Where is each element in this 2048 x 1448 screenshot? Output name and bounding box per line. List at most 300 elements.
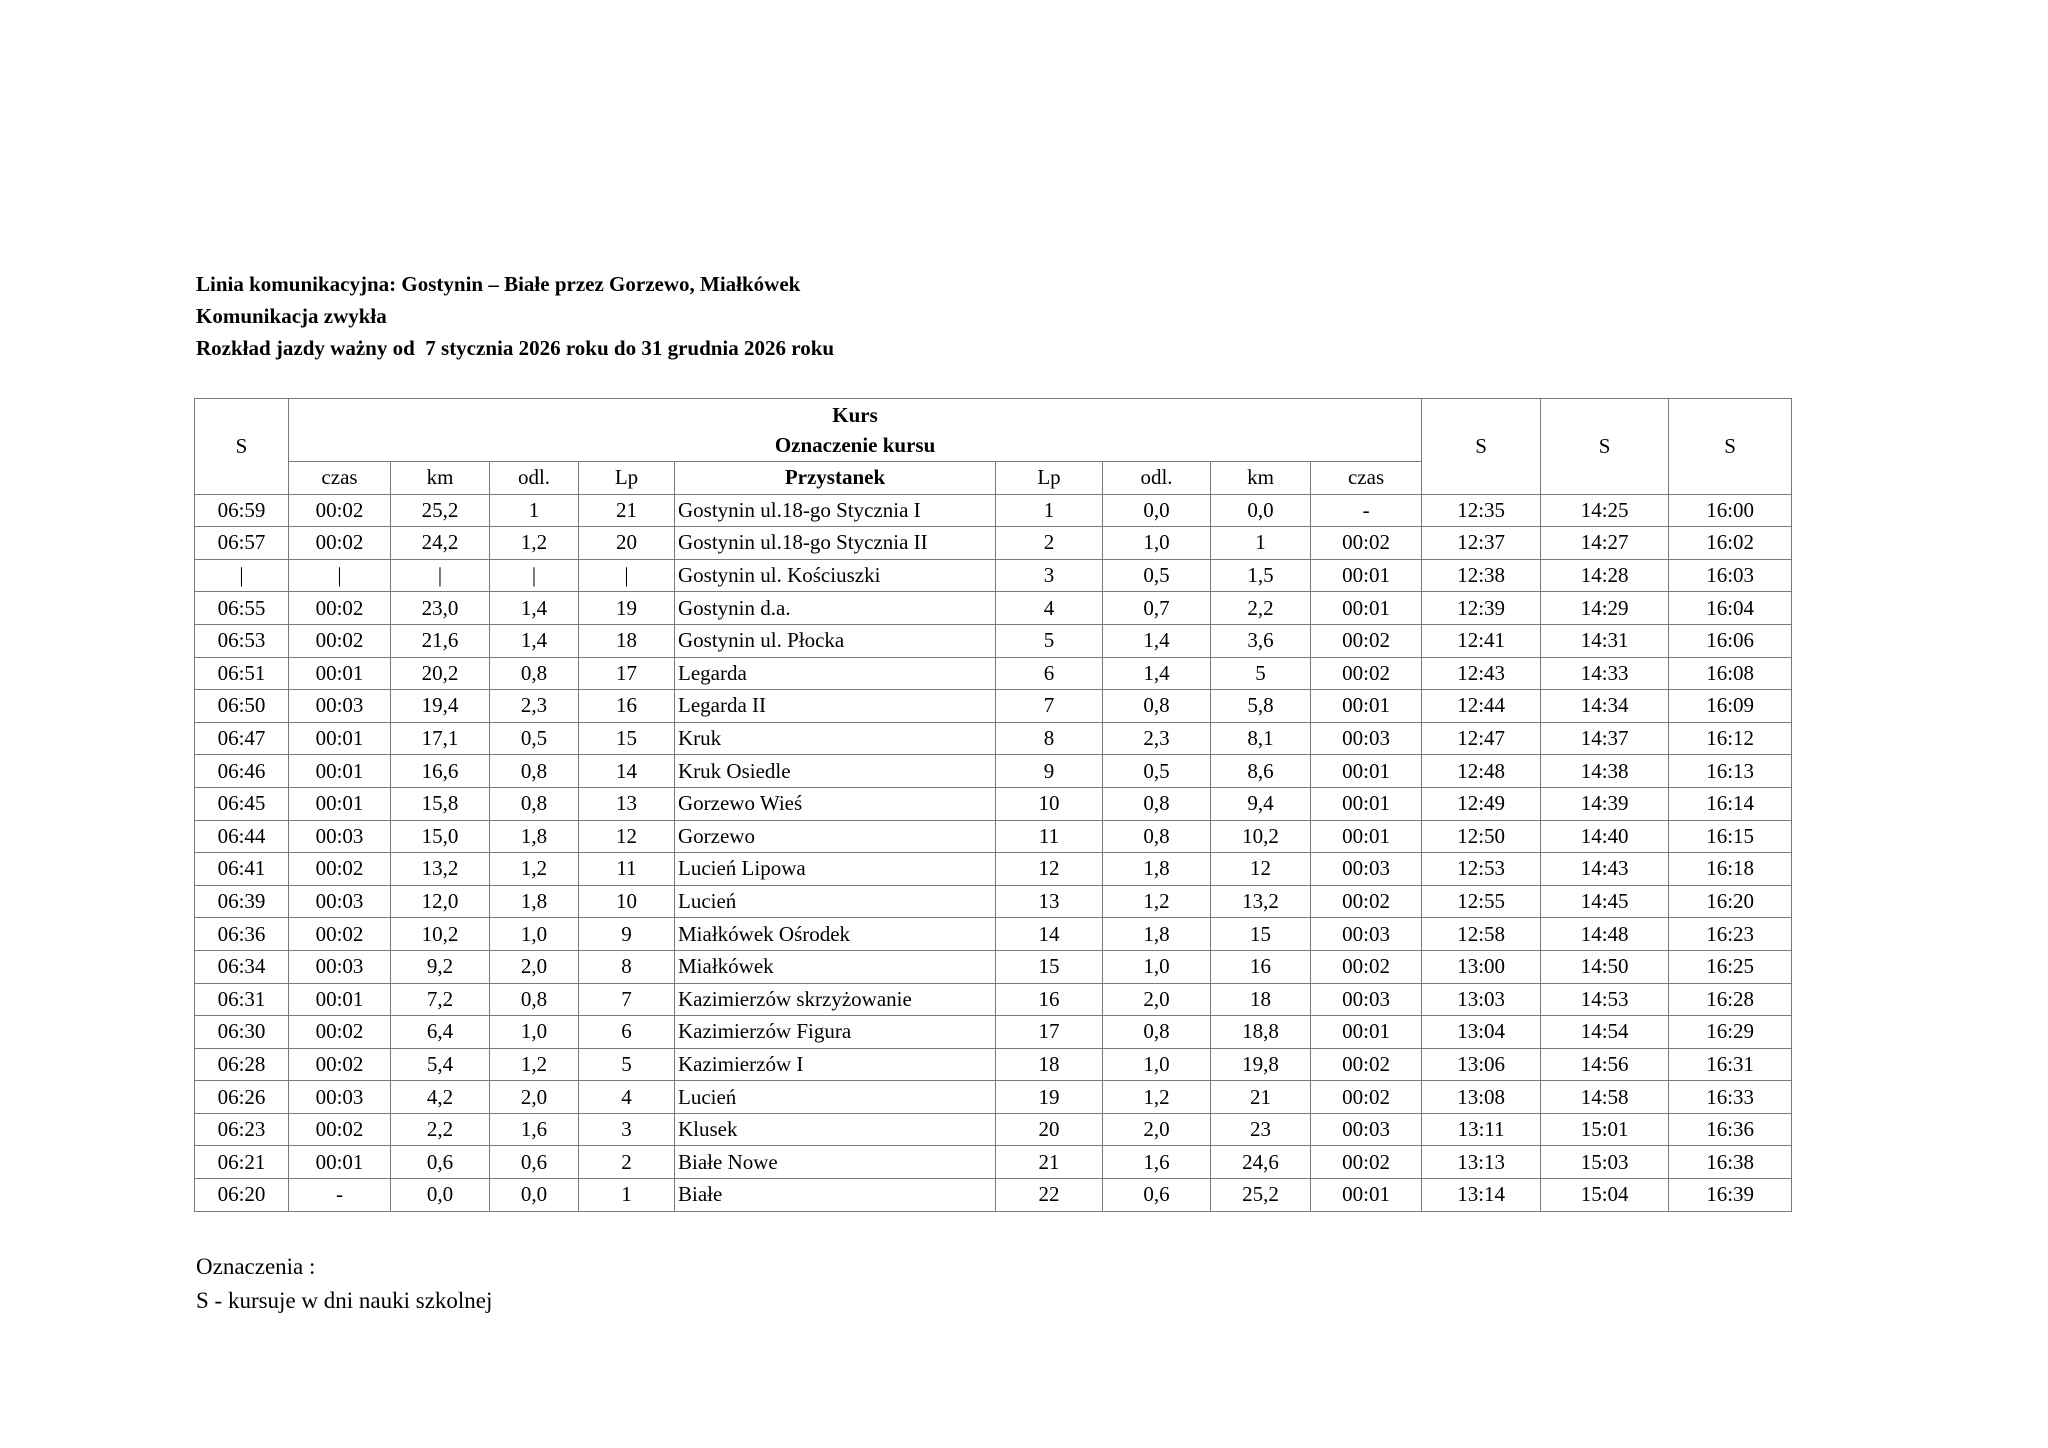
odl-right-cell: 1,2: [1103, 885, 1211, 918]
dep-right-2-cell: 14:40: [1541, 820, 1669, 853]
czas-right-cell: 00:03: [1311, 1113, 1422, 1146]
km-right-cell: 25,2: [1211, 1179, 1311, 1212]
table-row: [195, 950, 1792, 983]
odl-right-cell: 1,4: [1103, 624, 1211, 657]
czas-right-cell: 00:01: [1311, 755, 1422, 788]
km-left-cell: 10,2: [391, 918, 490, 951]
odl-right-cell: 1,8: [1103, 853, 1211, 886]
czas-left-cell: 00:02: [289, 592, 391, 625]
czas-right-cell: 00:02: [1311, 950, 1422, 983]
stop-name-cell: Lucień Lipowa: [675, 853, 996, 886]
odl-right-cell: 0,5: [1103, 559, 1211, 592]
table-row: [195, 820, 1792, 853]
odl-right-cell: 1,0: [1103, 1048, 1211, 1081]
dep-right-1-cell: 13:04: [1422, 1016, 1541, 1049]
odl-left-cell: 1,4: [490, 624, 579, 657]
odl-left-cell: 0,8: [490, 983, 579, 1016]
table-row: [195, 592, 1792, 625]
lp-left-cell: 7: [579, 983, 675, 1016]
dep-left-cell: 06:26: [195, 1081, 289, 1114]
odl-right-cell: 0,6: [1103, 1179, 1211, 1212]
col-czas-left: czas: [289, 462, 391, 495]
dep-right-3-cell: 16:28: [1669, 983, 1792, 1016]
dep-right-2-cell: 14:27: [1541, 527, 1669, 560]
dep-left-cell: 06:47: [195, 722, 289, 755]
km-left-cell: 20,2: [391, 657, 490, 690]
dep-right-1-cell: 13:11: [1422, 1113, 1541, 1146]
stop-name-cell: Gostynin ul. Płocka: [675, 624, 996, 657]
table-row: [195, 657, 1792, 690]
service-type: Komunikacja zwykła: [196, 304, 387, 328]
czas-right-cell: 00:01: [1311, 592, 1422, 625]
dep-right-3-cell: 16:12: [1669, 722, 1792, 755]
dep-left-cell: 06:50: [195, 690, 289, 723]
col-stop: Przystanek: [675, 462, 996, 495]
lp-left-cell: 17: [579, 657, 675, 690]
czas-right-cell: 00:02: [1311, 1081, 1422, 1114]
odl-right-cell: 1,6: [1103, 1146, 1211, 1179]
timetable-body: [195, 494, 1792, 1211]
km-left-cell: 24,2: [391, 527, 490, 560]
dep-right-2-cell: 14:37: [1541, 722, 1669, 755]
dep-right-2-cell: 15:03: [1541, 1146, 1669, 1179]
odl-left-cell: 0,8: [490, 755, 579, 788]
dep-right-3-cell: 16:31: [1669, 1048, 1792, 1081]
km-left-cell: 17,1: [391, 722, 490, 755]
czas-right-cell: 00:03: [1311, 983, 1422, 1016]
stop-name-cell: Kazimierzów I: [675, 1048, 996, 1081]
dep-right-3-cell: 16:06: [1669, 624, 1792, 657]
lp-left-cell: 18: [579, 624, 675, 657]
km-right-cell: 9,4: [1211, 787, 1311, 820]
table-row: [195, 494, 1792, 527]
lp-right-cell: 4: [996, 592, 1103, 625]
legend: [196, 1250, 492, 1318]
stop-name-cell: Gostynin ul. Kościuszki: [675, 559, 996, 592]
dep-left-cell: 06:55: [195, 592, 289, 625]
dep-right-3-cell: 16:33: [1669, 1081, 1792, 1114]
dep-right-1-cell: 13:03: [1422, 983, 1541, 1016]
table-row: [195, 1048, 1792, 1081]
dep-right-3-cell: 16:20: [1669, 885, 1792, 918]
lp-left-cell: 15: [579, 722, 675, 755]
lp-left-cell: 3: [579, 1113, 675, 1146]
km-right-cell: 13,2: [1211, 885, 1311, 918]
odl-right-cell: 0,0: [1103, 494, 1211, 527]
lp-left-cell: 5: [579, 1048, 675, 1081]
dep-right-2-cell: 14:25: [1541, 494, 1669, 527]
odl-left-cell: 1,0: [490, 918, 579, 951]
lp-left-cell: 11: [579, 853, 675, 886]
dep-left-cell: 06:21: [195, 1146, 289, 1179]
dep-right-2-cell: 14:31: [1541, 624, 1669, 657]
dep-right-2-cell: 14:33: [1541, 657, 1669, 690]
col-lp-right: Lp: [996, 462, 1103, 495]
dep-left-cell: 06:51: [195, 657, 289, 690]
table-row: [195, 527, 1792, 560]
czas-left-cell: 00:02: [289, 494, 391, 527]
dep-right-2-cell: 15:04: [1541, 1179, 1669, 1212]
stop-name-cell: Gorzewo Wieś: [675, 787, 996, 820]
czas-right-cell: 00:01: [1311, 787, 1422, 820]
czas-left-cell: 00:03: [289, 1081, 391, 1114]
odl-left-cell: 2,3: [490, 690, 579, 723]
col-km-left: km: [391, 462, 490, 495]
left-course-label: S: [195, 399, 289, 495]
km-left-cell: 2,2: [391, 1113, 490, 1146]
lp-right-cell: 5: [996, 624, 1103, 657]
dep-right-3-cell: 16:14: [1669, 787, 1792, 820]
stop-name-cell: Kruk: [675, 722, 996, 755]
table-row: [195, 1179, 1792, 1212]
lp-left-cell: 2: [579, 1146, 675, 1179]
km-right-cell: 18,8: [1211, 1016, 1311, 1049]
stop-name-cell: Kruk Osiedle: [675, 755, 996, 788]
stop-name-cell: Legarda II: [675, 690, 996, 723]
dep-right-2-cell: 14:45: [1541, 885, 1669, 918]
lp-right-cell: 19: [996, 1081, 1103, 1114]
km-right-cell: 1: [1211, 527, 1311, 560]
lp-right-cell: 20: [996, 1113, 1103, 1146]
stop-name-cell: Miałkówek Ośrodek: [675, 918, 996, 951]
dep-left-cell: 06:57: [195, 527, 289, 560]
lp-right-cell: 21: [996, 1146, 1103, 1179]
czas-right-cell: 00:02: [1311, 1146, 1422, 1179]
dep-left-cell: 06:39: [195, 885, 289, 918]
dep-left-cell: 06:31: [195, 983, 289, 1016]
czas-right-cell: 00:01: [1311, 559, 1422, 592]
stop-name-cell: Lucień: [675, 885, 996, 918]
dep-right-1-cell: 12:43: [1422, 657, 1541, 690]
czas-left-cell: 00:01: [289, 657, 391, 690]
stop-name-cell: Gorzewo: [675, 820, 996, 853]
odl-left-cell: 0,8: [490, 787, 579, 820]
odl-right-cell: 2,0: [1103, 983, 1211, 1016]
dep-left-cell: |: [195, 559, 289, 592]
czas-left-cell: 00:02: [289, 1048, 391, 1081]
km-right-cell: 18: [1211, 983, 1311, 1016]
dep-right-3-cell: 16:15: [1669, 820, 1792, 853]
km-left-cell: 23,0: [391, 592, 490, 625]
dep-right-1-cell: 13:13: [1422, 1146, 1541, 1179]
czas-right-cell: 00:02: [1311, 624, 1422, 657]
km-right-cell: 0,0: [1211, 494, 1311, 527]
km-right-cell: 1,5: [1211, 559, 1311, 592]
col-odl-right: odl.: [1103, 462, 1211, 495]
timetable-header: [196, 268, 834, 364]
km-right-cell: 15: [1211, 918, 1311, 951]
odl-left-cell: |: [490, 559, 579, 592]
dep-left-cell: 06:59: [195, 494, 289, 527]
dep-right-1-cell: 13:00: [1422, 950, 1541, 983]
dep-right-2-cell: 14:38: [1541, 755, 1669, 788]
czas-left-cell: 00:03: [289, 820, 391, 853]
stop-name-cell: Klusek: [675, 1113, 996, 1146]
km-left-cell: 13,2: [391, 853, 490, 886]
km-left-cell: 12,0: [391, 885, 490, 918]
czas-right-cell: 00:02: [1311, 885, 1422, 918]
lp-left-cell: 12: [579, 820, 675, 853]
dep-right-1-cell: 13:08: [1422, 1081, 1541, 1114]
czas-left-cell: 00:03: [289, 885, 391, 918]
lp-left-cell: 14: [579, 755, 675, 788]
table-row: [195, 624, 1792, 657]
dep-right-3-cell: 16:08: [1669, 657, 1792, 690]
table-row: [195, 1081, 1792, 1114]
stop-name-cell: Gostynin ul.18-go Stycznia II: [675, 527, 996, 560]
dep-right-3-cell: 16:23: [1669, 918, 1792, 951]
lp-left-cell: 9: [579, 918, 675, 951]
czas-left-cell: 00:01: [289, 787, 391, 820]
odl-right-cell: 1,8: [1103, 918, 1211, 951]
km-right-cell: 23: [1211, 1113, 1311, 1146]
czas-left-cell: 00:02: [289, 1016, 391, 1049]
km-right-cell: 21: [1211, 1081, 1311, 1114]
line-name: Linia komunikacyjna: Gostynin – Białe przez Gorzewo, Miałkówek: [196, 272, 801, 296]
odl-right-cell: 1,0: [1103, 950, 1211, 983]
dep-right-2-cell: 14:56: [1541, 1048, 1669, 1081]
odl-left-cell: 1,0: [490, 1016, 579, 1049]
dep-right-3-cell: 16:09: [1669, 690, 1792, 723]
dep-right-2-cell: 14:53: [1541, 983, 1669, 1016]
table-row: [195, 755, 1792, 788]
odl-left-cell: 0,6: [490, 1146, 579, 1179]
czas-left-cell: 00:02: [289, 853, 391, 886]
dep-right-2-cell: 14:50: [1541, 950, 1669, 983]
odl-left-cell: 1,2: [490, 853, 579, 886]
dep-right-1-cell: 12:48: [1422, 755, 1541, 788]
dep-right-3-cell: 16:00: [1669, 494, 1792, 527]
dep-right-2-cell: 14:28: [1541, 559, 1669, 592]
dep-right-2-cell: 14:43: [1541, 853, 1669, 886]
lp-left-cell: 21: [579, 494, 675, 527]
dep-right-3-cell: 16:25: [1669, 950, 1792, 983]
km-left-cell: 19,4: [391, 690, 490, 723]
czas-left-cell: 00:02: [289, 624, 391, 657]
dep-right-1-cell: 12:53: [1422, 853, 1541, 886]
lp-right-cell: 8: [996, 722, 1103, 755]
km-right-cell: 8,6: [1211, 755, 1311, 788]
table-row: [195, 1016, 1792, 1049]
table-row: [195, 722, 1792, 755]
odl-left-cell: 1,6: [490, 1113, 579, 1146]
odl-left-cell: 1,4: [490, 592, 579, 625]
dep-right-3-cell: 16:04: [1669, 592, 1792, 625]
legend-item: S - kursuje w dni nauki szkolnej: [196, 1288, 493, 1313]
odl-right-cell: 1,4: [1103, 657, 1211, 690]
km-right-cell: 19,8: [1211, 1048, 1311, 1081]
dep-left-cell: 06:28: [195, 1048, 289, 1081]
right-course-label: S: [1669, 399, 1792, 495]
km-right-cell: 12: [1211, 853, 1311, 886]
oznaczenie-label: Oznaczenie kursu: [774, 433, 936, 457]
dep-right-1-cell: 13:14: [1422, 1179, 1541, 1212]
km-left-cell: 15,8: [391, 787, 490, 820]
czas-left-cell: 00:01: [289, 722, 391, 755]
lp-right-cell: 13: [996, 885, 1103, 918]
km-left-cell: 21,6: [391, 624, 490, 657]
lp-left-cell: 20: [579, 527, 675, 560]
km-left-cell: 0,0: [391, 1179, 490, 1212]
dep-right-2-cell: 14:34: [1541, 690, 1669, 723]
czas-left-cell: 00:02: [289, 918, 391, 951]
czas-left-cell: 00:02: [289, 527, 391, 560]
dep-right-1-cell: 12:38: [1422, 559, 1541, 592]
stop-name-cell: Legarda: [675, 657, 996, 690]
col-lp-left: Lp: [579, 462, 675, 495]
dep-right-2-cell: 14:48: [1541, 918, 1669, 951]
stop-name-cell: Kazimierzów Figura: [675, 1016, 996, 1049]
dep-right-3-cell: 16:02: [1669, 527, 1792, 560]
km-right-cell: 3,6: [1211, 624, 1311, 657]
dep-left-cell: 06:23: [195, 1113, 289, 1146]
lp-right-cell: 11: [996, 820, 1103, 853]
dep-right-1-cell: 12:37: [1422, 527, 1541, 560]
odl-right-cell: 1,2: [1103, 1081, 1211, 1114]
czas-right-cell: 00:02: [1311, 527, 1422, 560]
czas-right-cell: 00:03: [1311, 722, 1422, 755]
km-left-cell: |: [391, 559, 490, 592]
odl-left-cell: 1,8: [490, 885, 579, 918]
czas-right-cell: 00:01: [1311, 1016, 1422, 1049]
dep-right-2-cell: 14:39: [1541, 787, 1669, 820]
dep-right-1-cell: 12:47: [1422, 722, 1541, 755]
stop-name-cell: Miałkówek: [675, 950, 996, 983]
odl-left-cell: 0,5: [490, 722, 579, 755]
km-right-cell: 5,8: [1211, 690, 1311, 723]
dep-right-1-cell: 12:39: [1422, 592, 1541, 625]
czas-right-cell: 00:01: [1311, 1179, 1422, 1212]
lp-right-cell: 2: [996, 527, 1103, 560]
validity-period: Rozkład jazdy ważny od 7 stycznia 2026 roku do 31 grudnia 2026 roku: [196, 336, 835, 360]
dep-right-2-cell: 14:58: [1541, 1081, 1669, 1114]
czas-right-cell: 00:01: [1311, 690, 1422, 723]
table-row: [195, 853, 1792, 886]
odl-left-cell: 1,2: [490, 1048, 579, 1081]
right-course-label: S: [1422, 399, 1541, 495]
czas-right-cell: 00:02: [1311, 1048, 1422, 1081]
km-left-cell: 16,6: [391, 755, 490, 788]
odl-right-cell: 0,5: [1103, 755, 1211, 788]
col-odl-left: odl.: [490, 462, 579, 495]
stop-name-cell: Białe: [675, 1179, 996, 1212]
lp-right-cell: 1: [996, 494, 1103, 527]
czas-left-cell: 00:01: [289, 1146, 391, 1179]
lp-right-cell: 6: [996, 657, 1103, 690]
km-right-cell: 5: [1211, 657, 1311, 690]
lp-right-cell: 18: [996, 1048, 1103, 1081]
timetable: [194, 398, 1792, 1212]
km-left-cell: 15,0: [391, 820, 490, 853]
km-left-cell: 9,2: [391, 950, 490, 983]
dep-left-cell: 06:46: [195, 755, 289, 788]
dep-right-1-cell: 12:55: [1422, 885, 1541, 918]
lp-left-cell: 4: [579, 1081, 675, 1114]
czas-left-cell: 00:03: [289, 690, 391, 723]
dep-right-1-cell: 12:35: [1422, 494, 1541, 527]
km-left-cell: 7,2: [391, 983, 490, 1016]
lp-left-cell: 10: [579, 885, 675, 918]
km-right-cell: 2,2: [1211, 592, 1311, 625]
dep-right-3-cell: 16:38: [1669, 1146, 1792, 1179]
odl-right-cell: 2,0: [1103, 1113, 1211, 1146]
dep-right-2-cell: 14:29: [1541, 592, 1669, 625]
km-right-cell: 24,6: [1211, 1146, 1311, 1179]
km-left-cell: 4,2: [391, 1081, 490, 1114]
kurs-heading: [289, 399, 1422, 462]
dep-right-3-cell: 16:13: [1669, 755, 1792, 788]
dep-right-1-cell: 12:49: [1422, 787, 1541, 820]
dep-right-1-cell: 12:50: [1422, 820, 1541, 853]
km-left-cell: 0,6: [391, 1146, 490, 1179]
dep-right-3-cell: 16:36: [1669, 1113, 1792, 1146]
dep-left-cell: 06:36: [195, 918, 289, 951]
odl-left-cell: 2,0: [490, 1081, 579, 1114]
lp-left-cell: 13: [579, 787, 675, 820]
dep-left-cell: 06:20: [195, 1179, 289, 1212]
czas-left-cell: -: [289, 1179, 391, 1212]
odl-left-cell: 0,0: [490, 1179, 579, 1212]
table-row: [195, 918, 1792, 951]
right-course-label: S: [1541, 399, 1669, 495]
stop-name-cell: Lucień: [675, 1081, 996, 1114]
legend-title: Oznaczenia :: [196, 1254, 316, 1279]
dep-right-3-cell: 16:39: [1669, 1179, 1792, 1212]
stop-name-cell: Kazimierzów skrzyżowanie: [675, 983, 996, 1016]
czas-left-cell: 00:03: [289, 950, 391, 983]
km-right-cell: 10,2: [1211, 820, 1311, 853]
czas-right-cell: 00:03: [1311, 853, 1422, 886]
km-left-cell: 25,2: [391, 494, 490, 527]
km-right-cell: 16: [1211, 950, 1311, 983]
lp-right-cell: 7: [996, 690, 1103, 723]
lp-left-cell: 16: [579, 690, 675, 723]
dep-right-1-cell: 12:58: [1422, 918, 1541, 951]
lp-left-cell: 6: [579, 1016, 675, 1049]
table-row: [195, 885, 1792, 918]
dep-right-2-cell: 15:01: [1541, 1113, 1669, 1146]
dep-left-cell: 06:30: [195, 1016, 289, 1049]
dep-right-2-cell: 14:54: [1541, 1016, 1669, 1049]
km-right-cell: 8,1: [1211, 722, 1311, 755]
lp-right-cell: 12: [996, 853, 1103, 886]
lp-right-cell: 3: [996, 559, 1103, 592]
stop-name-cell: Gostynin ul.18-go Stycznia I: [675, 494, 996, 527]
czas-right-cell: 00:01: [1311, 820, 1422, 853]
odl-right-cell: 0,7: [1103, 592, 1211, 625]
lp-right-cell: 14: [996, 918, 1103, 951]
lp-left-cell: 1: [579, 1179, 675, 1212]
kurs-label: Kurs: [832, 403, 878, 427]
czas-right-cell: 00:02: [1311, 657, 1422, 690]
stop-name-cell: Gostynin d.a.: [675, 592, 996, 625]
km-left-cell: 5,4: [391, 1048, 490, 1081]
dep-right-1-cell: 12:44: [1422, 690, 1541, 723]
odl-left-cell: 0,8: [490, 657, 579, 690]
odl-right-cell: 0,8: [1103, 820, 1211, 853]
czas-left-cell: 00:01: [289, 755, 391, 788]
czas-left-cell: |: [289, 559, 391, 592]
czas-right-cell: 00:03: [1311, 918, 1422, 951]
dep-right-3-cell: 16:29: [1669, 1016, 1792, 1049]
stop-name-cell: Białe Nowe: [675, 1146, 996, 1179]
odl-right-cell: 0,8: [1103, 787, 1211, 820]
lp-right-cell: 15: [996, 950, 1103, 983]
dep-right-3-cell: 16:03: [1669, 559, 1792, 592]
table-row: [195, 983, 1792, 1016]
table-row: [195, 559, 1792, 592]
lp-left-cell: 8: [579, 950, 675, 983]
